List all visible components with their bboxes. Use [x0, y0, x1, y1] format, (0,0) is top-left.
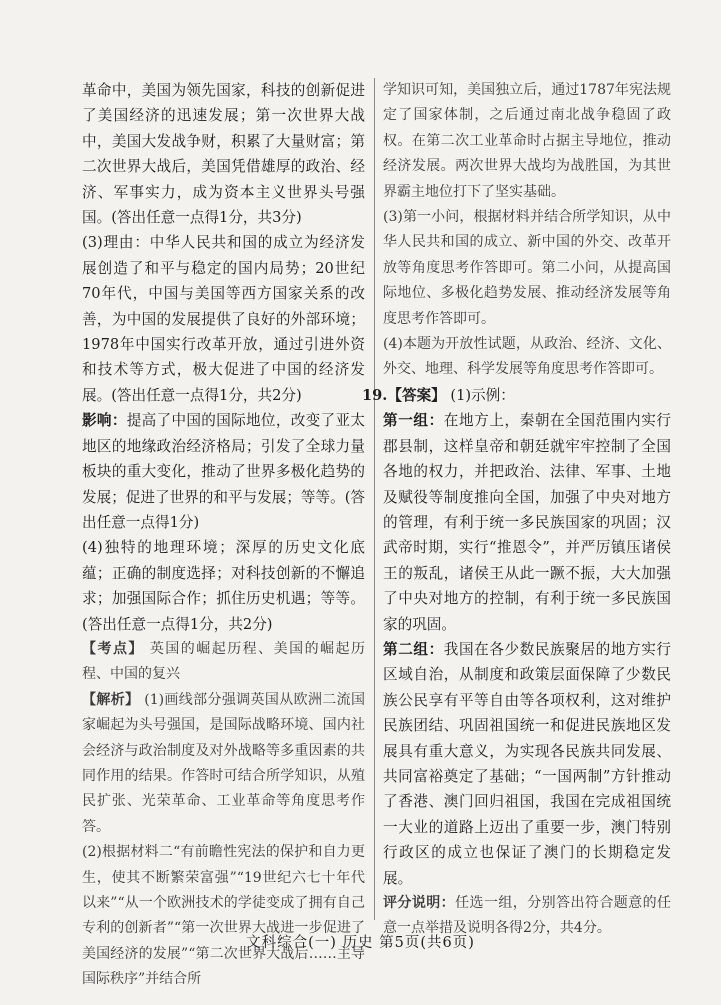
jiexi-paragraph: 学知识可知，美国独立后，通过1787年宪法规定了国家体制，之后通过南北战争稳固了政权。在第二次工业革命时占据主导地位，推动经济发展。两次世界大战均为战胜国，为其世界霸主地位打下了坚实基础。 — [383, 82, 671, 200]
jiexi-label: 【解析】 — [82, 691, 140, 708]
answer-paragraph: (4)独特的地理环境；深厚的历史文化底蕴；正确的制度选择；对科技创新的不懈追求；加强国际合作；抓住历史机遇；等等。(答出任意一点得1分，共2分) — [82, 539, 365, 633]
left-column — [82, 78, 365, 993]
group-label: 第二组： — [383, 640, 444, 658]
group-label: 第一组： — [383, 412, 444, 430]
answer-paragraph: 革命中，美国为领先国家，科技的创新促进了美国经济的迅速发展；第一次世界大战中，美国大发战争财，积累了大量财富；第二次世界大战后，美国凭借雄厚的政治、经济、军事实力，成为资本主义世界头号强国。(答出任意一点得1分，共3分) — [82, 82, 365, 227]
kaodian-paragraph: 【考点】 英国的崛起历程、美国的崛起历程、中国的复兴 — [82, 640, 366, 683]
scoring-note: 评分说明：任选一组，分别答出符合题意的任意一点举措及说明各得2分，共4分。 — [383, 895, 672, 937]
answer-label: 19.【答案】 — [362, 386, 446, 404]
scoring-label: 评分说明： — [383, 895, 456, 911]
answer-paragraph: (3)理由：中华人民共和国的成立为经济发展创造了和平与稳定的国内局势；20世纪70年代，中国与美国等西方国家关系的改善，为中国的发展提供了良好的外部环境；1978年中国实行改革开放，通过引进外资和技术等方式，极大促进了中国的经济发展。(答出任意一点得1分，共2分) — [82, 234, 365, 404]
kaodian-label: 【考点】 — [82, 640, 144, 657]
jiexi-paragraph: (2)根据材料二“有前瞻性宪法的保护和自力更生，使其不断繁荣富强”“19世纪六七十年代以来”“从一个欧洲技术的学徒变成了拥有自己专利的创新者”“第一次世界大战进一步促进了美国经济的发展”“第二次世界大战后……主导国际秩序”并结合所 — [82, 844, 365, 988]
answer-label: (3)理由： — [82, 234, 150, 252]
answer-paragraph: 第一组：在地方上，秦朝在全国范围内实行郡县制，这样皇帝和朝廷就牢牢控制了全国各地的权力，并把政治、法律、军事、土地及赋役等制度推向全国，加强了中央对地方的管理，有利于统一多民族国家的巩固；汉武帝时期，实行“推恩令”，并严厉镇压诸侯王的叛乱，诸侯王从此一蹶不振，大大加强了中央对地方的控制，有利于统一多民族国家的巩固。 — [383, 412, 671, 633]
question-19-heading: 19.【答案】 (1)示例： — [362, 386, 515, 404]
jiexi-paragraph: (4)本题为开放性试题，从政治、经济、文化、外交、地理、科学发展等角度思考作答即可。 — [383, 336, 671, 378]
answer-label: 影响： — [82, 412, 127, 430]
answer-paragraph: 第二组：我国在各少数民族聚居的地方实行区域自治，从制度和政策层面保障了少数民族公民享有平等自由等各项权利，这对维护民族团结、巩固祖国统一和促进民族地区发展具有重大意义，为实现各民族共同发展、共同富裕奠定了基础；“一国两制”方针推动了香港、澳门回归祖国，我国在完成祖国统一大业的道路上迈出了重要一步，澳门特别行政区的成立也保证了澳门的长期稳定发展。 — [383, 640, 671, 887]
column-divider — [374, 78, 375, 920]
jiexi-paragraph: 【解析】 (1)画线部分强调英国从欧洲二流国家崛起为头号强国，是国际战略环境、国内社会经济与政治制度及对外战略等多重因素的共同作用的结果。作答时可结合所学知识，从殖民扩张、光荣革命、工业革命等角度思考作答。 — [82, 691, 366, 835]
jiexi-paragraph: (3)第一小问，根据材料并结合所学知识，从中华人民共和国的成立、新中国的外交、改革开放等角度思考作答即可。第二小问，从提高国际地位、多极化趋势发展、推动经济发展等角度思考作答即可。 — [383, 209, 671, 327]
right-column — [362, 78, 672, 942]
page-footer: 文科综合(一) 历史 第5页(共6页) — [246, 935, 475, 951]
answer-paragraph: 影响：提高了中国的国际地位，改变了亚太地区的地缘政治经济格局；引发了全球力量板块的重大变化，推动了世界多极化趋势的发展；促进了世界的和平与发展；等等。(答出任意一点得1分) — [82, 412, 365, 531]
